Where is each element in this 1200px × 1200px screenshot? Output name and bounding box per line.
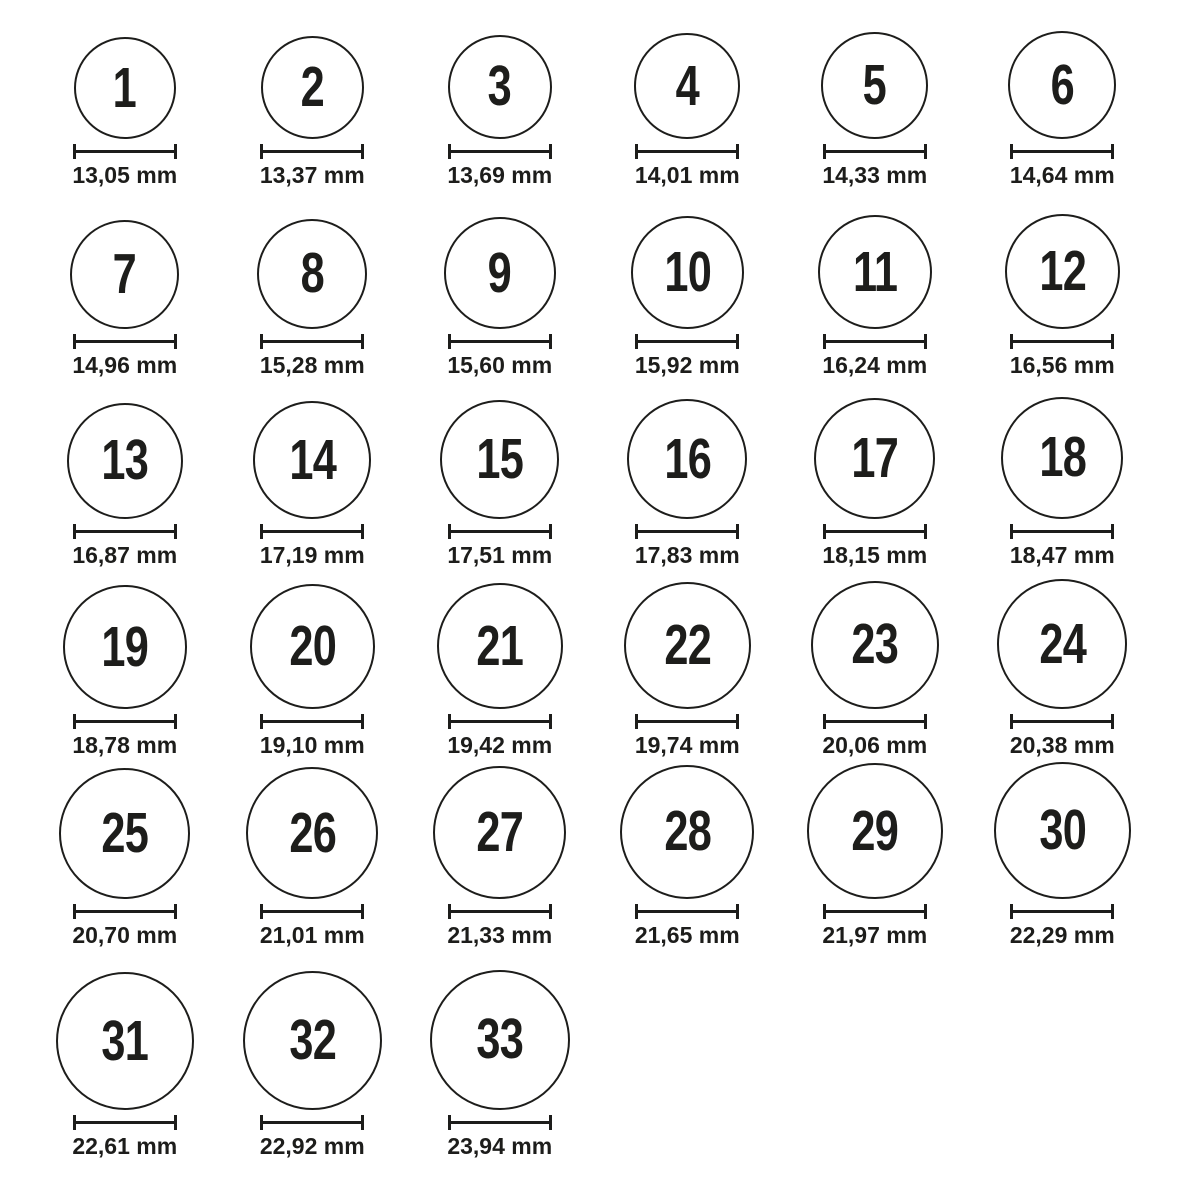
ring-size-cell (219, 762, 407, 952)
ring-circle (620, 765, 754, 899)
ring-circle (257, 219, 367, 329)
measure-bar (826, 530, 924, 533)
ring-size-number: 12 (1038, 238, 1086, 303)
ring-circle (261, 36, 364, 139)
measure-bar (263, 150, 361, 153)
measure-right-tick (361, 524, 364, 539)
ring-size-cell (406, 192, 594, 382)
ring-size-number: 20 (288, 614, 336, 679)
ring-size-cell (31, 192, 219, 382)
measure-bar (638, 910, 736, 913)
diameter-label: 14,64 mm (1009, 162, 1115, 188)
ring-circle (1001, 397, 1123, 519)
measure-right-tick (1111, 144, 1114, 159)
ring-size-number: 10 (663, 240, 711, 305)
measure-right-tick (736, 334, 739, 349)
ring-circle (433, 766, 566, 899)
diameter-label: 22,92 mm (259, 1133, 365, 1159)
diameter-label: 20,70 mm (72, 922, 178, 948)
measure-bar (451, 1121, 549, 1124)
measure-bar (263, 340, 361, 343)
ring-circle (63, 585, 187, 709)
diameter-measure-line (1010, 714, 1114, 729)
ring-size-cell (781, 2, 969, 192)
ring-size-cell (31, 2, 219, 192)
measure-right-tick (924, 524, 927, 539)
diameter-measure-line (823, 334, 927, 349)
ring-size-cell (31, 572, 219, 762)
ring-size-cell (406, 382, 594, 572)
ring-circle (430, 970, 570, 1110)
diameter-measure-line (448, 904, 552, 919)
measure-right-tick (174, 904, 177, 919)
diameter-measure-line (448, 1115, 552, 1130)
measure-right-tick (549, 1115, 552, 1130)
measure-right-tick (361, 904, 364, 919)
diameter-measure-line (73, 904, 177, 919)
diameter-measure-line (260, 1115, 364, 1130)
ring-size-cell (31, 382, 219, 572)
ring-circle (807, 763, 943, 899)
ring-size-cell (594, 2, 782, 192)
diameter-label: 19,42 mm (447, 732, 553, 758)
diameter-label: 13,69 mm (447, 162, 553, 188)
diameter-label: 14,33 mm (822, 162, 928, 188)
diameter-label: 21,33 mm (447, 922, 553, 948)
ring-size-number: 32 (288, 1007, 336, 1072)
measure-right-tick (549, 714, 552, 729)
measure-right-tick (549, 334, 552, 349)
diameter-label: 17,19 mm (259, 542, 365, 568)
diameter-label: 17,51 mm (447, 542, 553, 568)
ring-circle (448, 35, 552, 139)
diameter-label: 15,28 mm (259, 352, 365, 378)
measure-right-tick (549, 904, 552, 919)
measure-right-tick (1111, 524, 1114, 539)
measure-bar (76, 530, 174, 533)
diameter-measure-line (1010, 904, 1114, 919)
diameter-label: 13,37 mm (259, 162, 365, 188)
measure-right-tick (549, 144, 552, 159)
diameter-measure-line (448, 144, 552, 159)
diameter-measure-line (823, 144, 927, 159)
diameter-measure-line (1010, 334, 1114, 349)
measure-bar (263, 720, 361, 723)
measure-right-tick (736, 524, 739, 539)
diameter-label: 18,78 mm (72, 732, 178, 758)
ring-size-number: 1 (113, 55, 137, 120)
measure-bar (76, 340, 174, 343)
ring-size-number: 30 (1038, 798, 1086, 863)
ring-circle (243, 971, 382, 1110)
diameter-measure-line (1010, 524, 1114, 539)
diameter-measure-line (448, 524, 552, 539)
measure-bar (826, 340, 924, 343)
ring-size-number: 25 (101, 801, 149, 866)
measure-bar (638, 340, 736, 343)
measure-bar (451, 530, 549, 533)
measure-right-tick (736, 714, 739, 729)
diameter-measure-line (260, 144, 364, 159)
ring-size-number: 23 (851, 612, 899, 677)
ring-circle (444, 217, 556, 329)
diameter-label: 19,74 mm (634, 732, 740, 758)
diameter-measure-line (448, 714, 552, 729)
measure-bar (1013, 910, 1111, 913)
ring-size-number: 17 (851, 425, 899, 490)
measure-bar (638, 150, 736, 153)
ring-size-cell (781, 572, 969, 762)
measure-bar (263, 1121, 361, 1124)
diameter-label: 16,24 mm (822, 352, 928, 378)
diameter-label: 15,92 mm (634, 352, 740, 378)
diameter-measure-line (635, 904, 739, 919)
ring-size-number: 8 (300, 241, 324, 306)
ring-size-number: 31 (101, 1008, 149, 1073)
diameter-measure-line (260, 904, 364, 919)
ring-size-number: 26 (288, 800, 336, 865)
ring-circle (994, 762, 1131, 899)
ring-size-number: 18 (1038, 425, 1086, 490)
measure-bar (826, 910, 924, 913)
ring-size-number: 28 (663, 799, 711, 864)
ring-size-cell (594, 382, 782, 572)
diameter-label: 17,83 mm (634, 542, 740, 568)
ring-circle (818, 215, 932, 329)
ring-size-number: 13 (101, 428, 149, 493)
ring-size-cell (781, 192, 969, 382)
diameter-measure-line (73, 524, 177, 539)
ring-size-cell (219, 192, 407, 382)
ring-size-number: 2 (300, 54, 324, 119)
measure-bar (638, 530, 736, 533)
measure-bar (76, 150, 174, 153)
measure-bar (76, 720, 174, 723)
measure-bar (76, 1121, 174, 1124)
ring-size-cell (969, 762, 1157, 952)
ring-size-number: 6 (1050, 52, 1074, 117)
measure-right-tick (174, 334, 177, 349)
diameter-label: 19,10 mm (259, 732, 365, 758)
ring-size-number: 9 (488, 240, 512, 305)
diameter-measure-line (635, 524, 739, 539)
ring-size-number: 22 (663, 612, 711, 677)
measure-bar (263, 530, 361, 533)
ring-size-cell (969, 192, 1157, 382)
measure-bar (638, 720, 736, 723)
ring-circle (627, 399, 747, 519)
ring-size-number: 19 (101, 614, 149, 679)
diameter-label: 22,29 mm (1009, 922, 1115, 948)
measure-bar (1013, 340, 1111, 343)
ring-circle (814, 398, 935, 519)
ring-size-cell (406, 2, 594, 192)
measure-right-tick (924, 334, 927, 349)
ring-circle (56, 972, 194, 1110)
measure-bar (76, 910, 174, 913)
measure-right-tick (361, 144, 364, 159)
measure-right-tick (549, 524, 552, 539)
ring-size-cell (219, 2, 407, 192)
diameter-label: 15,60 mm (447, 352, 553, 378)
ring-size-number: 14 (288, 427, 336, 492)
ring-size-cell (31, 762, 219, 952)
ring-size-number: 4 (675, 53, 699, 118)
measure-bar (1013, 720, 1111, 723)
measure-bar (451, 910, 549, 913)
diameter-label: 23,94 mm (447, 1133, 553, 1159)
measure-right-tick (924, 904, 927, 919)
measure-right-tick (1111, 904, 1114, 919)
measure-right-tick (174, 144, 177, 159)
ring-size-number: 7 (113, 241, 137, 306)
diameter-measure-line (635, 144, 739, 159)
ring-size-cell (594, 762, 782, 952)
diameter-measure-line (260, 524, 364, 539)
ring-size-cell (969, 2, 1157, 192)
ring-size-number: 3 (488, 54, 512, 119)
measure-right-tick (1111, 714, 1114, 729)
measure-bar (451, 150, 549, 153)
diameter-measure-line (260, 334, 364, 349)
diameter-label: 21,01 mm (259, 922, 365, 948)
diameter-label: 22,61 mm (72, 1133, 178, 1159)
measure-right-tick (924, 714, 927, 729)
diameter-measure-line (823, 714, 927, 729)
ring-circle (631, 216, 744, 329)
diameter-measure-line (1010, 144, 1114, 159)
ring-size-cell (781, 382, 969, 572)
ring-circle (253, 401, 371, 519)
ring-size-cell (219, 382, 407, 572)
diameter-measure-line (823, 904, 927, 919)
measure-right-tick (174, 1115, 177, 1130)
ring-circle (997, 579, 1127, 709)
ring-size-number: 33 (476, 1007, 524, 1072)
ring-size-cell (969, 572, 1157, 762)
diameter-measure-line (73, 144, 177, 159)
diameter-label: 14,01 mm (634, 162, 740, 188)
ring-size-cell (31, 952, 219, 1163)
ring-size-cell (969, 382, 1157, 572)
diameter-measure-line (73, 714, 177, 729)
measure-right-tick (174, 714, 177, 729)
measure-right-tick (174, 524, 177, 539)
measure-right-tick (361, 334, 364, 349)
diameter-label: 21,97 mm (822, 922, 928, 948)
measure-right-tick (736, 144, 739, 159)
ring-size-cell (406, 952, 594, 1163)
ring-circle (70, 220, 179, 329)
ring-circle (821, 32, 928, 139)
measure-right-tick (1111, 334, 1114, 349)
ring-size-cell (219, 572, 407, 762)
ring-size-cell (594, 572, 782, 762)
ring-circle (1008, 31, 1116, 139)
measure-bar (263, 910, 361, 913)
diameter-label: 20,06 mm (822, 732, 928, 758)
diameter-label: 13,05 mm (72, 162, 178, 188)
measure-right-tick (736, 904, 739, 919)
ring-size-number: 11 (852, 239, 897, 304)
diameter-measure-line (73, 334, 177, 349)
ring-circle (440, 400, 559, 519)
ring-size-number: 16 (663, 426, 711, 491)
diameter-measure-line (635, 334, 739, 349)
ring-circle (67, 403, 183, 519)
ring-circle (74, 37, 176, 139)
ring-size-number: 15 (476, 427, 524, 492)
ring-circle (811, 581, 939, 709)
diameter-label: 20,38 mm (1009, 732, 1115, 758)
ring-circle (1005, 214, 1120, 329)
diameter-label: 21,65 mm (634, 922, 740, 948)
ring-size-cell (406, 762, 594, 952)
diameter-measure-line (260, 714, 364, 729)
ring-circle (59, 768, 190, 899)
ring-circle (246, 767, 378, 899)
measure-bar (451, 340, 549, 343)
diameter-label: 18,15 mm (822, 542, 928, 568)
ring-size-cell (219, 952, 407, 1163)
ring-size-number: 27 (476, 799, 524, 864)
ring-size-number: 21 (476, 613, 524, 678)
ring-size-number: 24 (1038, 611, 1086, 676)
diameter-measure-line (635, 714, 739, 729)
ring-size-number: 5 (863, 53, 887, 118)
measure-right-tick (361, 1115, 364, 1130)
ring-circle (624, 582, 751, 709)
ring-size-cell (781, 762, 969, 952)
ring-circle (250, 584, 375, 709)
measure-bar (1013, 530, 1111, 533)
diameter-label: 18,47 mm (1009, 542, 1115, 568)
diameter-measure-line (823, 524, 927, 539)
diameter-measure-line (73, 1115, 177, 1130)
ring-circle (634, 33, 740, 139)
measure-right-tick (924, 144, 927, 159)
diameter-label: 16,56 mm (1009, 352, 1115, 378)
measure-bar (451, 720, 549, 723)
ring-size-number: 29 (851, 798, 899, 863)
measure-right-tick (361, 714, 364, 729)
measure-bar (826, 720, 924, 723)
diameter-label: 16,87 mm (72, 542, 178, 568)
ring-size-cell (594, 192, 782, 382)
diameter-measure-line (448, 334, 552, 349)
measure-bar (826, 150, 924, 153)
diameter-label: 14,96 mm (72, 352, 178, 378)
ring-size-cell (406, 572, 594, 762)
measure-bar (1013, 150, 1111, 153)
ring-circle (437, 583, 563, 709)
